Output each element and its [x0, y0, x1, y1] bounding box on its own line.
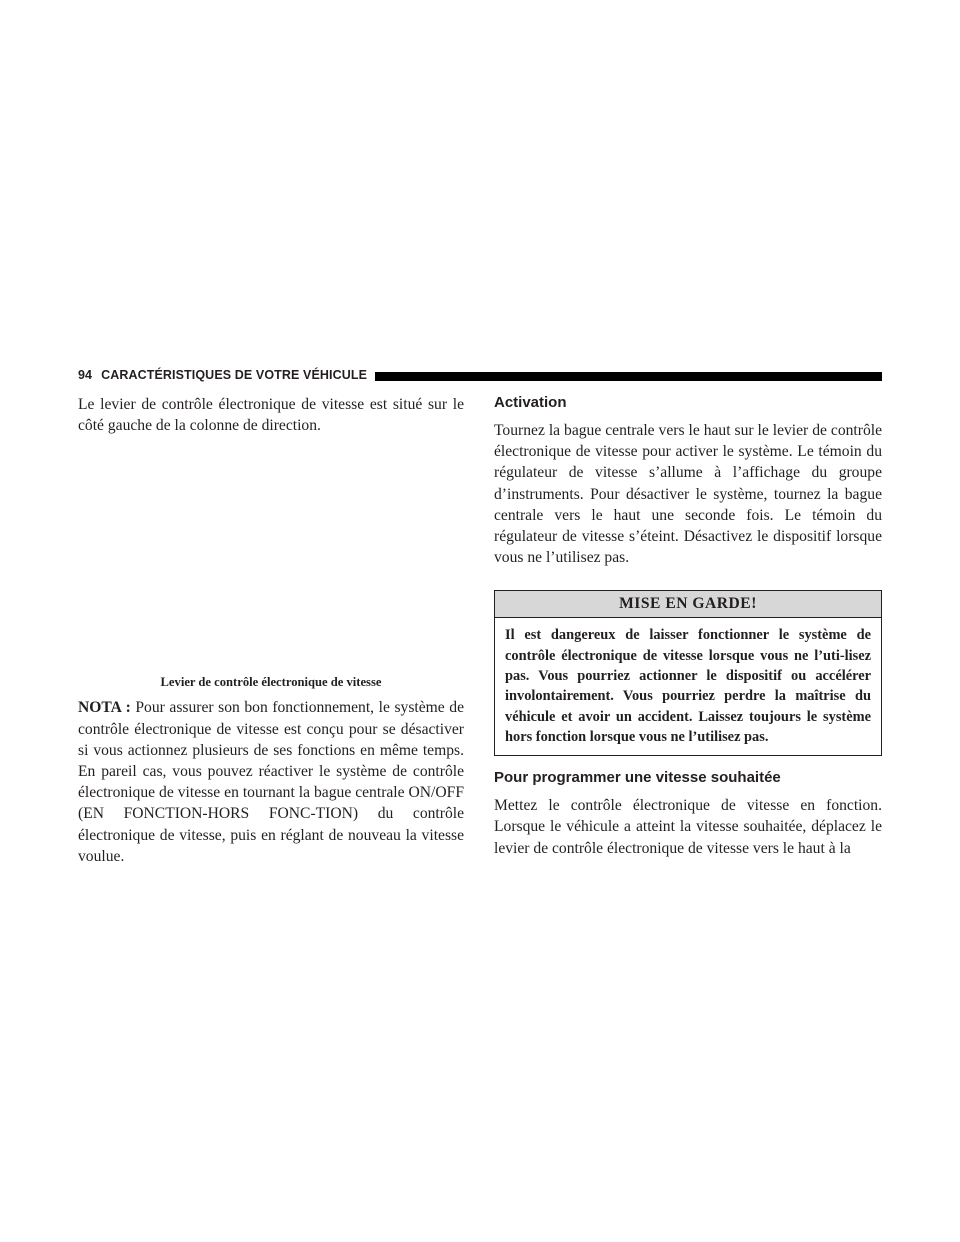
header-rule: [375, 372, 882, 381]
note-paragraph: [78, 697, 464, 867]
warning-title: MISE EN GARDE!: [495, 591, 881, 618]
activation-paragraph: Tournez la bague centrale vers le haut sur le levier de contrôle électronique de vitesse pour activer le système. Le témoin du régulateur de vitesse s’allume à l’affichage du groupe d’instruments. Pour désactiver le système, tournez la bague centrale vers le haut une seconde fois. Le témoin du régulateur de vitesse s’éteint. Désactivez le dispositif lorsque vous ne l’utilisez pas.: [494, 422, 882, 567]
page-header: [78, 363, 882, 387]
right-column: [494, 394, 882, 859]
warning-box: [494, 590, 882, 756]
figure-caption: Levier de contrôle électronique de vitesse: [160, 675, 382, 690]
note-label: NOTA :: [78, 699, 131, 717]
section-title: CARACTÉRISTIQUES DE VOTRE VÉHICULE: [101, 368, 368, 382]
intro-paragraph: Le levier de contrôle électronique de vitesse est situé sur le côté gauche de la colonne de direction.: [78, 396, 464, 435]
note-text: Pour assurer son bon fonctionnement, le système de contrôle électronique de vitesse est conçu pour se désactiver si vous actionnez plusieurs de ses fonctions en même temps. En pareil cas, vous pouvez réactiver le système de contrôle électronique de vitesse en tournant la bague centrale ON/OFF (EN FONCTION-HORS FONC-TION) du contrôle électronique de vitesse, puis en réglant de nouveau la vitesse voulue.: [78, 699, 464, 865]
activation-heading: Activation: [494, 394, 567, 411]
figure-placeholder: [78, 436, 464, 674]
program-speed-heading: Pour programmer une vitesse souhaitée: [494, 769, 781, 787]
program-speed-paragraph: Mettez le contrôle électronique de vitesse en fonction. Lorsque le véhicule a atteint la vitesse souhaitée, déplacez le levier de contrôle électronique de vitesse vers le haut à la: [494, 797, 882, 857]
left-column: [78, 394, 464, 867]
page-number: 94: [78, 368, 93, 382]
warning-text: Il est dangereux de laisser fonctionner le système de contrôle électronique de vitesse lorsque vous ne l’uti-lisez pas. Vous pourriez actionner le dispositif ou accélérer involontairement. Vous pourriez perdre la maîtrise du véhicule et avoir un accident. Laissez toujours le système hors fonction lorsque vous ne l’utilisez pas.: [505, 627, 871, 745]
